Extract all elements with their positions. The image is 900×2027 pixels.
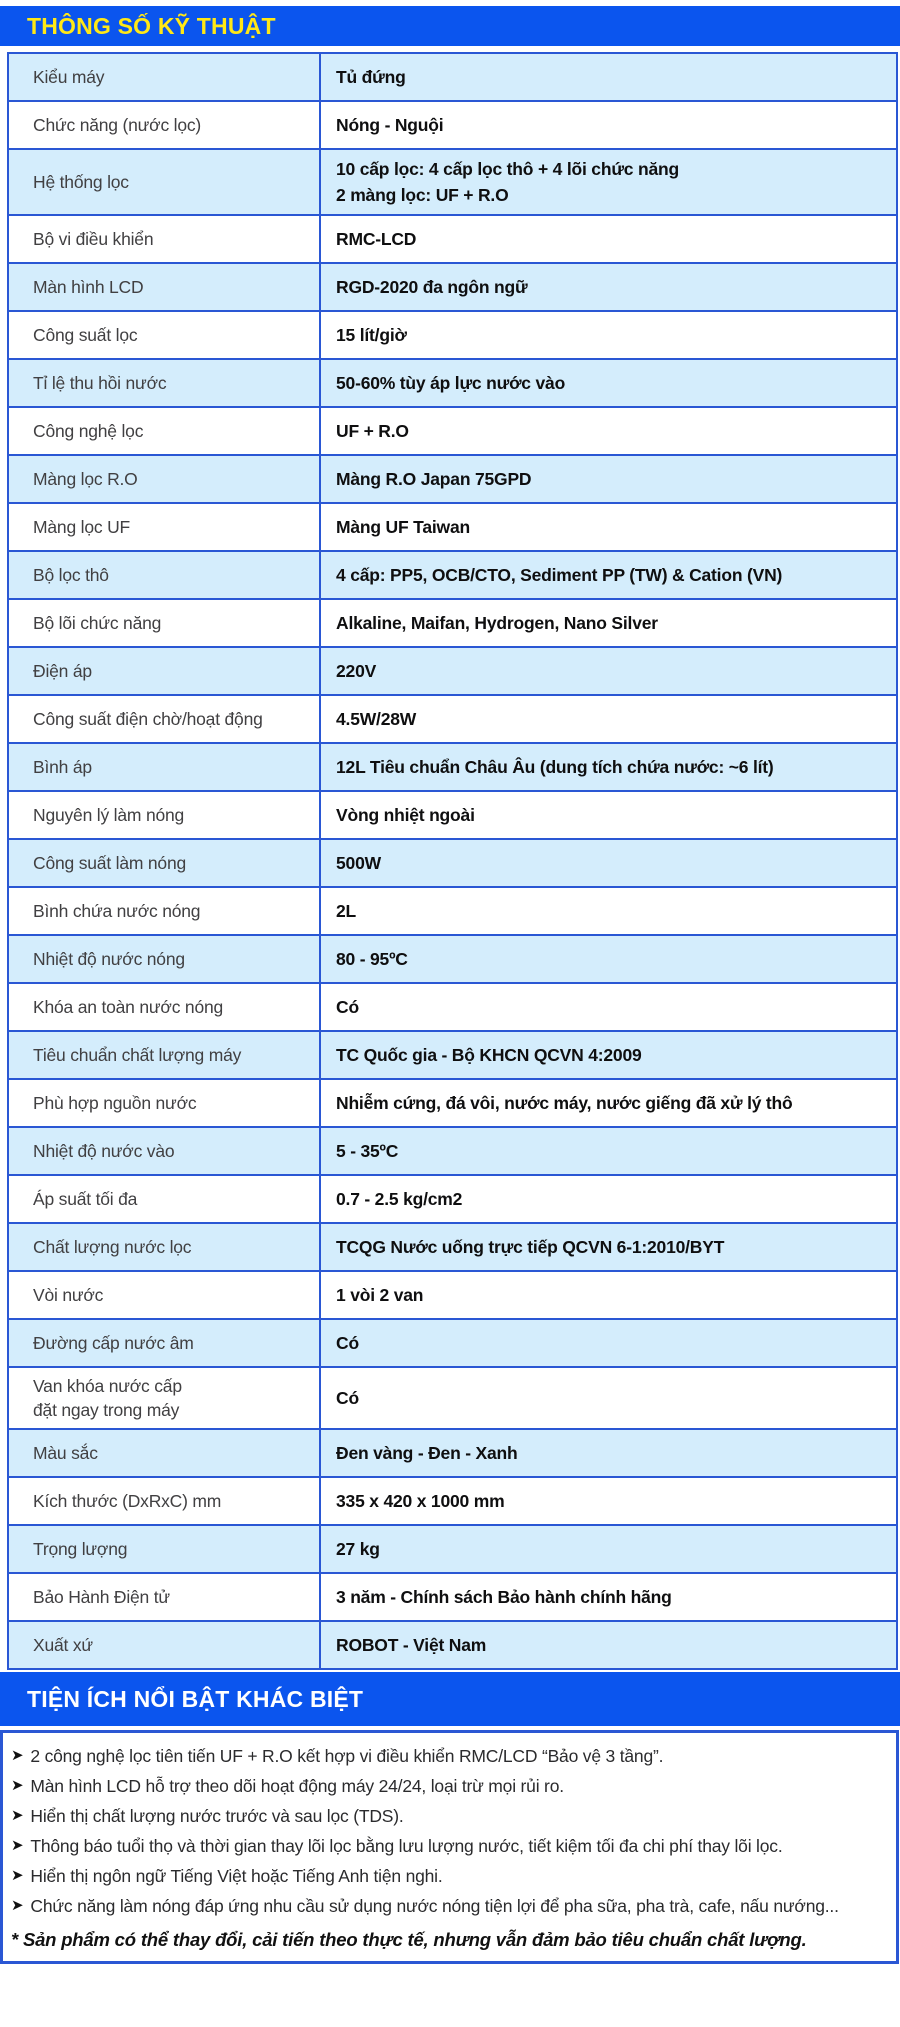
spec-label: Điện áp: [33, 661, 92, 681]
feature-text: 2 công nghệ lọc tiên tiến UF + R.O kết hợp vi điều khiển RMC/LCD “Bảo vệ 3 tầng”.: [30, 1746, 664, 1766]
spec-value: Alkaline, Maifan, Hydrogen, Nano Silver: [319, 600, 896, 646]
spec-label: Nhiệt độ nước nóng: [33, 949, 185, 969]
spec-row: [9, 550, 896, 598]
spec-row: [9, 1572, 896, 1620]
spec-value: 1 vòi 2 van: [319, 1272, 896, 1318]
spec-value: 500W: [319, 840, 896, 886]
features-box: [0, 1730, 899, 1964]
spec-value: 15 lít/giờ: [319, 312, 896, 358]
spec-label: Màu sắc: [33, 1443, 98, 1463]
feature-item: [11, 1771, 886, 1801]
spec-row: [9, 742, 896, 790]
spec-value: ROBOT - Việt Nam: [319, 1622, 896, 1668]
spec-table: [7, 52, 898, 1670]
feature-item: [11, 1831, 886, 1861]
spec-row: [9, 934, 896, 982]
spec-label: Nhiệt độ nước vào: [33, 1141, 175, 1161]
spec-label: Phù hợp nguồn nước: [33, 1093, 197, 1113]
spec-value: 335 x 420 x 1000 mm: [319, 1478, 896, 1524]
spec-row: [9, 1030, 896, 1078]
spec-label: Trọng lượng: [33, 1539, 128, 1559]
spec-row: [9, 1524, 896, 1572]
spec-label: Kích thước (DxRxC) mm: [33, 1491, 222, 1511]
spec-label: Khóa an toàn nước nóng: [33, 997, 224, 1017]
spec-value: 80 - 95ºC: [319, 936, 896, 982]
spec-label: Bộ lọc thô: [33, 565, 109, 585]
spec-label: Công nghệ lọc: [33, 421, 144, 441]
spec-row: [9, 310, 896, 358]
spec-value: 4 cấp: PP5, OCB/CTO, Sediment PP (TW) & Cation (VN): [319, 552, 896, 598]
spec-value: TC Quốc gia - Bộ KHCN QCVN 4:2009: [319, 1032, 896, 1078]
spec-row: [9, 1428, 896, 1476]
spec-row: [9, 406, 896, 454]
feature-text: Màn hình LCD hỗ trợ theo dõi hoạt động máy 24/24, loại trừ mọi rủi ro.: [30, 1776, 564, 1796]
spec-row: [9, 1476, 896, 1524]
spec-label: Màng lọc UF: [33, 517, 130, 537]
spec-label: Tỉ lệ thu hồi nước: [33, 373, 167, 393]
spec-value: 220V: [319, 648, 896, 694]
spec-label: Chất lượng nước lọc: [33, 1237, 192, 1257]
feature-text: Hiển thị ngôn ngữ Tiếng Việt hoặc Tiếng Anh tiện nghi.: [30, 1866, 443, 1886]
spec-value: Có: [319, 1368, 896, 1428]
spec-row: [9, 502, 896, 550]
spec-value: RMC-LCD: [319, 216, 896, 262]
spec-row: [9, 1078, 896, 1126]
spec-value: Vòng nhiệt ngoài: [319, 792, 896, 838]
spec-label: Màn hình LCD: [33, 277, 144, 297]
specs-section-title: THÔNG SỐ KỸ THUẬT: [0, 6, 900, 46]
disclaimer-footnote: * Sản phẩm có thể thay đổi, cải tiến theo thực tế, nhưng vẫn đảm bảo tiêu chuẩn chất lượng.: [11, 1929, 807, 1950]
spec-value: RGD-2020 đa ngôn ngữ: [319, 264, 896, 310]
features-list: [11, 1741, 886, 1921]
spec-value: 27 kg: [319, 1526, 896, 1572]
spec-value: 12L Tiêu chuẩn Châu Âu (dung tích chứa nước: ~6 lít): [319, 744, 896, 790]
spec-label: Van khóa nước cấp đặt ngay trong máy: [33, 1376, 182, 1420]
spec-row: [9, 694, 896, 742]
spec-label: Công suất điện chờ/hoạt động: [33, 709, 263, 729]
spec-row: [9, 790, 896, 838]
spec-label: Bình áp: [33, 757, 92, 777]
spec-row: [9, 148, 896, 214]
spec-row: [9, 262, 896, 310]
spec-value: Nóng - Nguội: [319, 102, 896, 148]
spec-row: [9, 358, 896, 406]
spec-row: [9, 1222, 896, 1270]
spec-value: Màng UF Taiwan: [319, 504, 896, 550]
spec-label: Bộ lõi chức năng: [33, 613, 162, 633]
spec-label: Chức năng (nước lọc): [33, 115, 202, 135]
spec-row: [9, 214, 896, 262]
spec-label: Tiêu chuẩn chất lượng máy: [33, 1045, 242, 1065]
spec-value: Tủ đứng: [319, 54, 896, 100]
spec-row: [9, 1318, 896, 1366]
feature-item: [11, 1801, 886, 1831]
spec-label: Kiểu máy: [33, 67, 105, 87]
feature-text: Chức năng làm nóng đáp ứng nhu cầu sử dụng nước nóng tiện lợi để pha sữa, pha trà, cafe, nấu nướng...: [30, 1896, 839, 1916]
spec-label: Áp suất tối đa: [33, 1189, 138, 1209]
spec-label: Bộ vi điều khiển: [33, 229, 154, 249]
arrow-bullet-icon: ➤: [11, 1897, 24, 1914]
spec-value: Có: [319, 984, 896, 1030]
feature-text: Thông báo tuổi thọ và thời gian thay lõi lọc bằng lưu lượng nước, tiết kiệm tối đa chi phí thay lõi lọc.: [30, 1836, 783, 1856]
spec-value: TCQG Nước uống trực tiếp QCVN 6-1:2010/BYT: [319, 1224, 896, 1270]
spec-value: UF + R.O: [319, 408, 896, 454]
spec-row: [9, 1174, 896, 1222]
arrow-bullet-icon: ➤: [11, 1777, 24, 1794]
spec-row: [9, 646, 896, 694]
feature-item: [11, 1741, 886, 1771]
spec-value: Đen vàng - Đen - Xanh: [319, 1430, 896, 1476]
spec-value: 10 cấp lọc: 4 cấp lọc thô + 4 lõi chức năng 2 màng lọc: UF + R.O: [319, 150, 896, 214]
arrow-bullet-icon: ➤: [11, 1807, 24, 1824]
feature-item: [11, 1861, 886, 1891]
spec-label: Nguyên lý làm nóng: [33, 805, 185, 825]
spec-row: [9, 1366, 896, 1428]
spec-label: Hệ thống lọc: [33, 172, 129, 192]
spec-row: [9, 100, 896, 148]
spec-value: Có: [319, 1320, 896, 1366]
arrow-bullet-icon: ➤: [11, 1867, 24, 1884]
spec-row: [9, 886, 896, 934]
features-section-title: TIỆN ÍCH NỔI BẬT KHÁC BIỆT: [0, 1672, 900, 1726]
spec-value: Màng R.O Japan 75GPD: [319, 456, 896, 502]
feature-text: Hiển thị chất lượng nước trước và sau lọc (TDS).: [30, 1806, 404, 1826]
spec-row: [9, 454, 896, 502]
spec-row: [9, 838, 896, 886]
arrow-bullet-icon: ➤: [11, 1747, 24, 1764]
spec-label: Bình chứa nước nóng: [33, 901, 201, 921]
spec-row: [9, 1270, 896, 1318]
spec-row: [9, 1126, 896, 1174]
spec-value: 5 - 35ºC: [319, 1128, 896, 1174]
feature-item: [11, 1891, 886, 1921]
spec-row: [9, 982, 896, 1030]
spec-label: Bảo Hành Điện tử: [33, 1587, 170, 1607]
arrow-bullet-icon: ➤: [11, 1837, 24, 1854]
spec-sheet: [0, 6, 900, 2027]
spec-value: 2L: [319, 888, 896, 934]
spec-label: Xuất xứ: [33, 1635, 93, 1655]
spec-label: Đường cấp nước âm: [33, 1333, 194, 1353]
spec-value: 50-60% tùy áp lực nước vào: [319, 360, 896, 406]
spec-label: Công suất làm nóng: [33, 853, 187, 873]
spec-value: Nhiễm cứng, đá vôi, nước máy, nước giếng đã xử lý thô: [319, 1080, 896, 1126]
spec-row: [9, 598, 896, 646]
spec-value: 0.7 - 2.5 kg/cm2: [319, 1176, 896, 1222]
spec-row: [9, 1620, 896, 1668]
spec-label: Vòi nước: [33, 1285, 104, 1305]
spec-label: Công suất lọc: [33, 325, 138, 345]
spec-value: 3 năm - Chính sách Bảo hành chính hãng: [319, 1574, 896, 1620]
spec-label: Màng lọc R.O: [33, 469, 138, 489]
spec-row: [9, 54, 896, 100]
spec-value: 4.5W/28W: [319, 696, 896, 742]
